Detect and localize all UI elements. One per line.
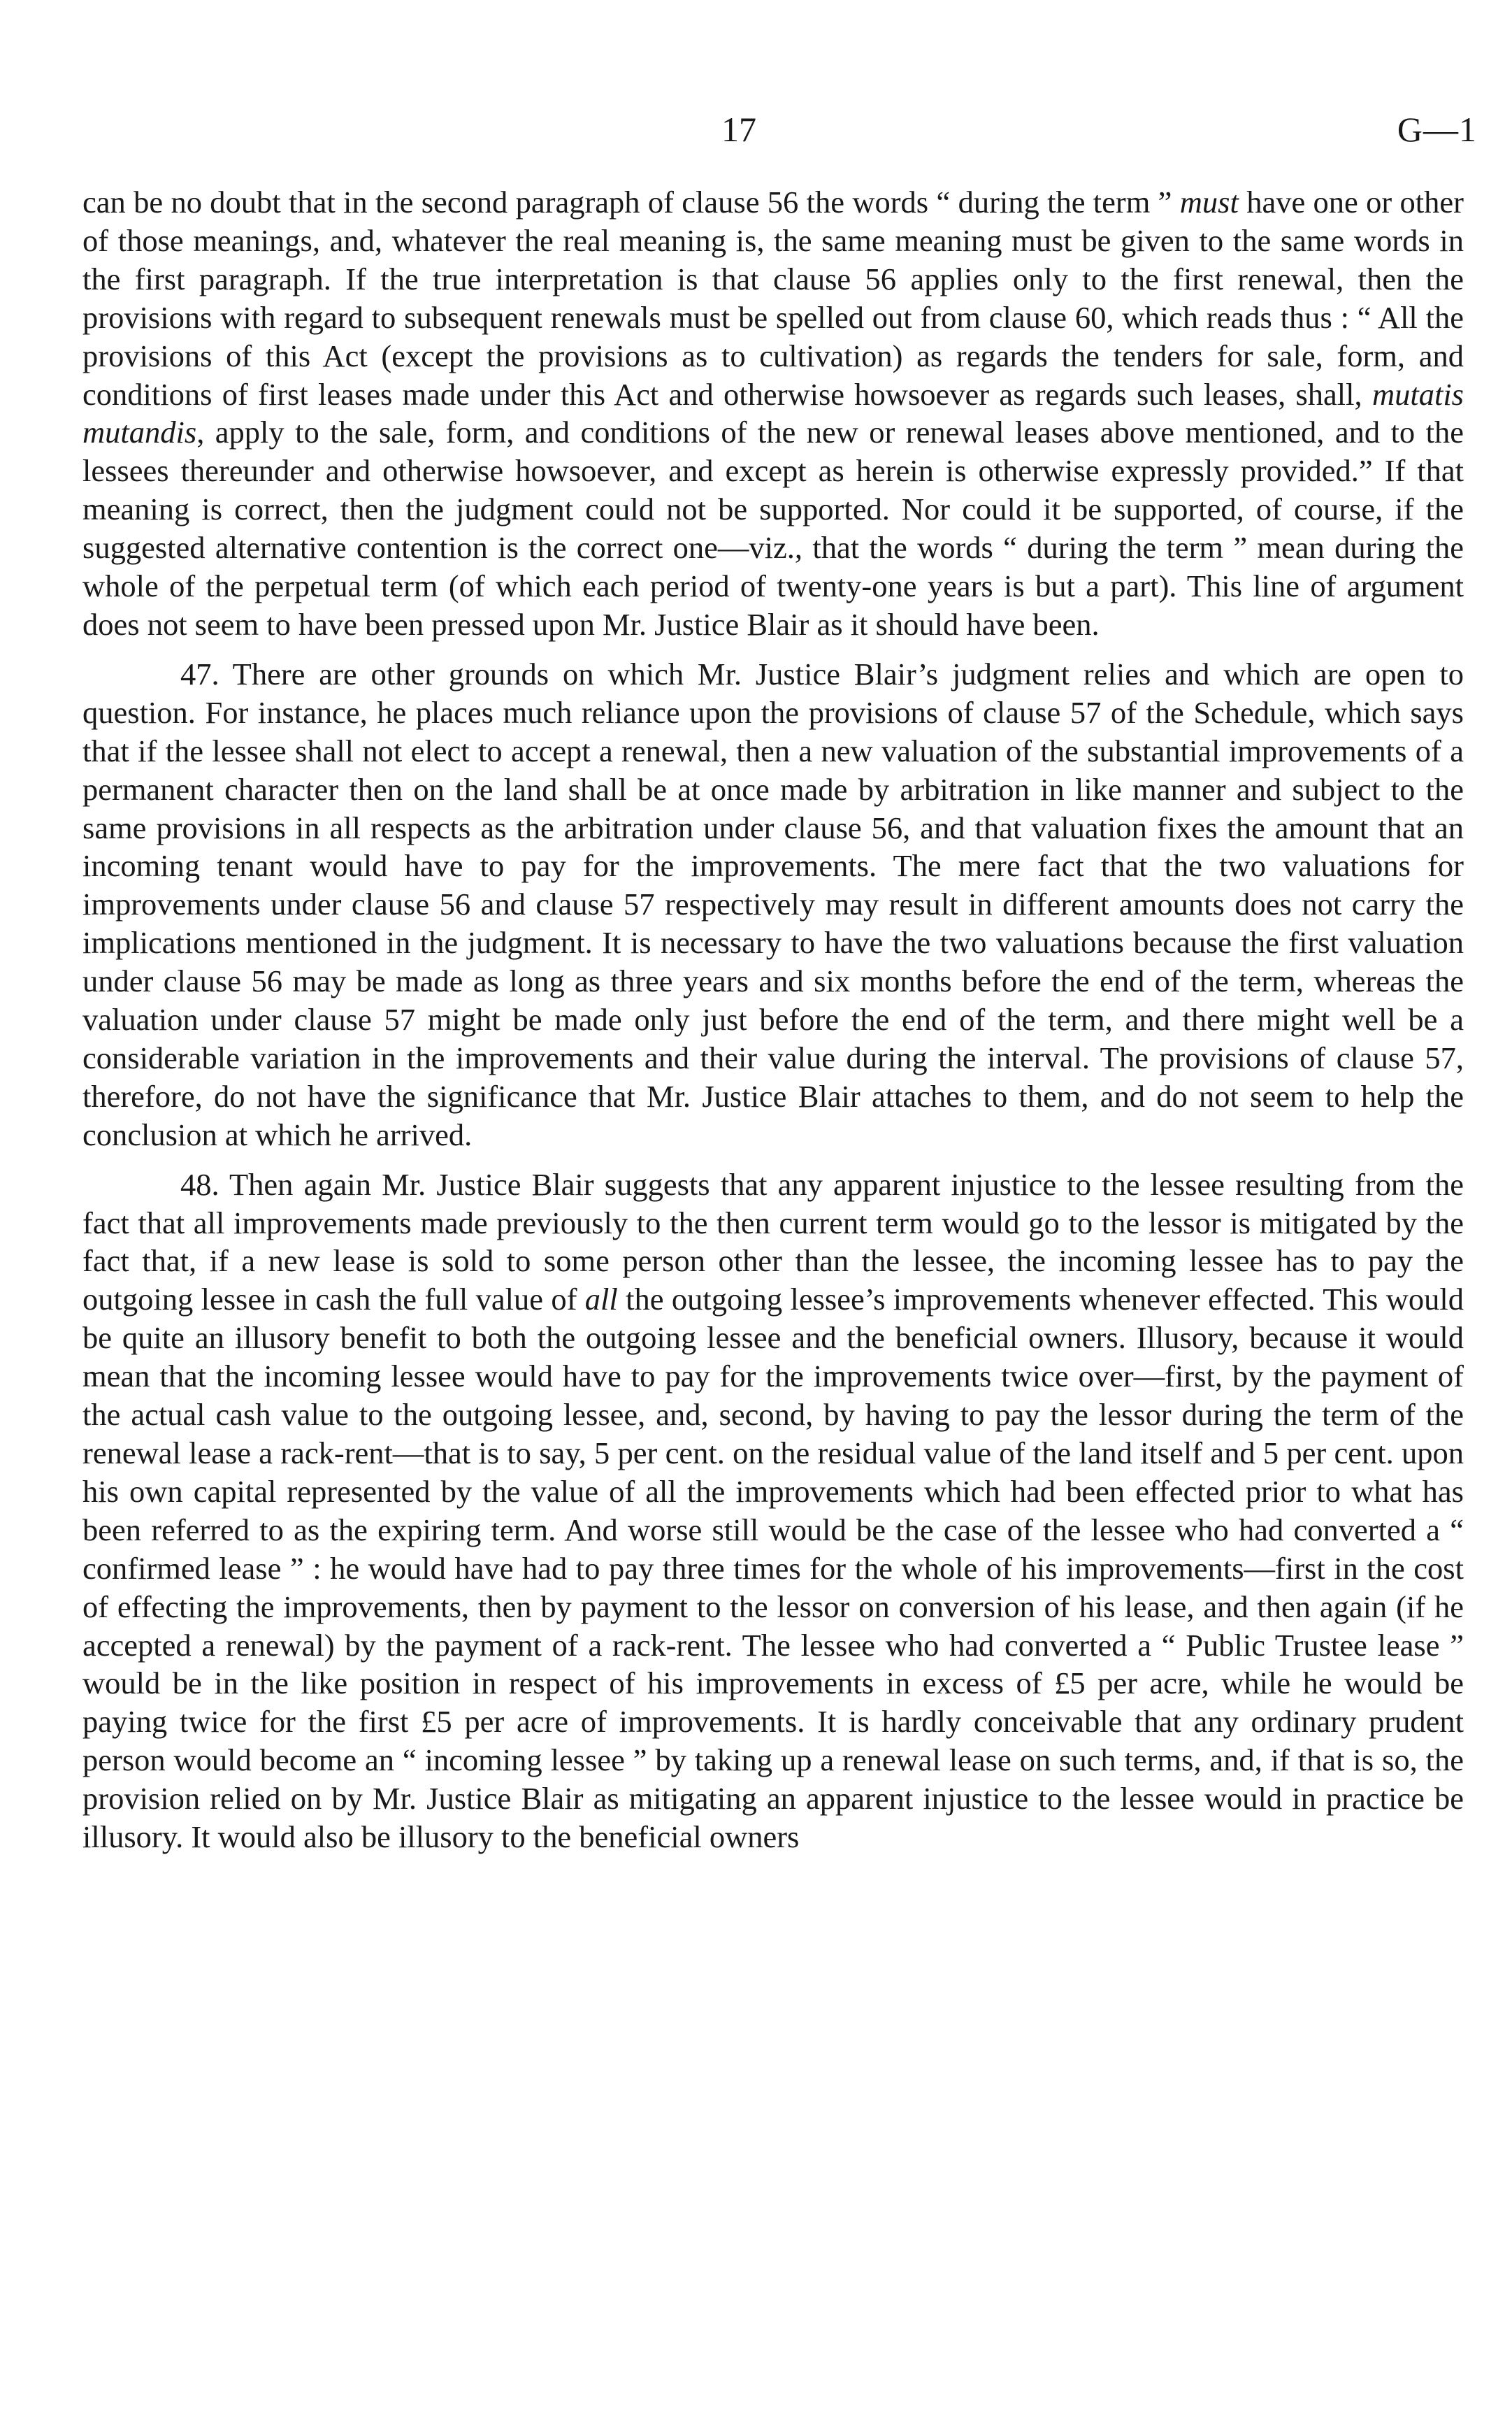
paragraph-text: can be no doubt that in the second paragraph of clause 56 the words “ during the term ”	[82, 185, 1172, 220]
italic-term: all	[584, 1282, 618, 1317]
paragraph-text: the outgoing lessee’s improvements whenever effected. This would be quite an illusory benefit to both the outgoing lessee and the beneficial owners. Illusory, because it would mean that the incoming lessee would have to pay for the improvements twice over—first, by the payment of the actual cash value to the outgoing lessee, and, second, by having to pay the lessor during the term of the renewal lease a rack-rent—that is to say, 5 per cent. on the residual value of the land itself and 5 per cent. upon his own capital represented by the value of all the improvements which had been effected prior to what has been referred to as the expiring term. And worse still would be the case of the lessee who had converted a “ confirmed lease ” : he would have had to pay three times for the whole of his improvements—first in the cost of effecting the improvements, then by payment to the lessor on conversion of his lease, and then again (if he accepted a renewal) by the payment of a rack-rent. The lessee who had converted a “ Public Trustee lease ” would be in the like position in respect of his improvements in excess of £5 per acre, while he would be paying twice for the first £5 per acre of improvements. It is hardly conceivable that any ordinary prudent person would become an “ incoming lessee ” by taking up a renewal lease on such terms, and, if that is so, the provision relied on by Mr. Justice Blair as mitigating an apparent injustice to the lessee would in practice be illusory. It would also be illusory to the beneficial owners	[82, 1282, 1464, 1855]
paragraph-47: 47. There are other grounds on which Mr. Justice Blair’s judgment relies and which are open to question. For instance, he places much reliance upon the provisions of clause 57 of the Schedule, which says that if the lessee shall not elect to accept a renewal, then a new valuation of the substantial improvements of a permanent character then on the land shall be at once made by arbitration in like manner and subject to the same provisions in all respects as the arbitration under clause 56, and that valuation fixes the amount that an incoming tenant would have to pay for the improvements. The mere fact that the two valuations for improvements under clause 56 and clause 57 respectively may result in different amounts does not carry the implications mentioned in the judgment. It is necessary to have the two valuations because the first valuation under clause 56 may be made as long as three years and six months before the end of the term, whereas the valuation under clause 57 might be made only just before the end of the term, and there might well be a considerable variation in the improvements and their value during the interval. The provisions of clause 57, therefore, do not have the significance that Mr. Justice Blair attaches to them, and do not seem to help the conclusion at which he arrived.	[82, 656, 1464, 1152]
italic-term: mutatis mutandis	[82, 376, 1464, 450]
document-body	[82, 183, 1464, 1856]
paragraph-continuation	[82, 183, 1464, 644]
italic-term: must	[1179, 185, 1239, 220]
paragraph-48	[82, 1166, 1464, 1856]
paragraph-text: , apply to the sale, form, and conditions of the new or renewal leases above mentioned, and to the lessees thereunder and otherwise howsoever, and except as herein is otherwise expressly provided.” If that meaning is correct, then the judgment could not be supported. Nor could it be supported, of course, if the suggested alternative contention is the correct one—viz., that the words “ during the term ” mean during the whole of the perpetual term (of which each period of twenty-one years is but a part). This line of argument does not seem to have been pressed upon Mr. Justice Blair as it should have been.	[82, 415, 1464, 642]
series-code: G—1	[1397, 110, 1477, 149]
page-number: 17	[721, 110, 756, 149]
paragraph-text: 48. Then again Mr. Justice Blair suggests that any apparent injustice to the lessee resulting from the fact that all improvements made previously to the then current term would go to the lessor is mitigated by the fact that, if a new lease is sold to some person other than the lessee, the incoming lessee has to pay the outgoing lessee in cash the full value of	[82, 1166, 1464, 1317]
paragraph-text: have one or other of those meanings, and, whatever the real meaning is, the same meaning must be given to the same words in the first paragraph. If the true interpretation is that clause 56 applies only to the first renewal, then the provisions with regard to subsequent renewals must be spelled out from clause 60, which reads thus : “ All the provisions of this Act (except the provisions as to cultivation) as regards the tenders for sale, form, and conditions of first leases made under this Act and otherwise howsoever as regards such leases, shall,	[82, 185, 1464, 412]
page-header	[0, 105, 1512, 154]
